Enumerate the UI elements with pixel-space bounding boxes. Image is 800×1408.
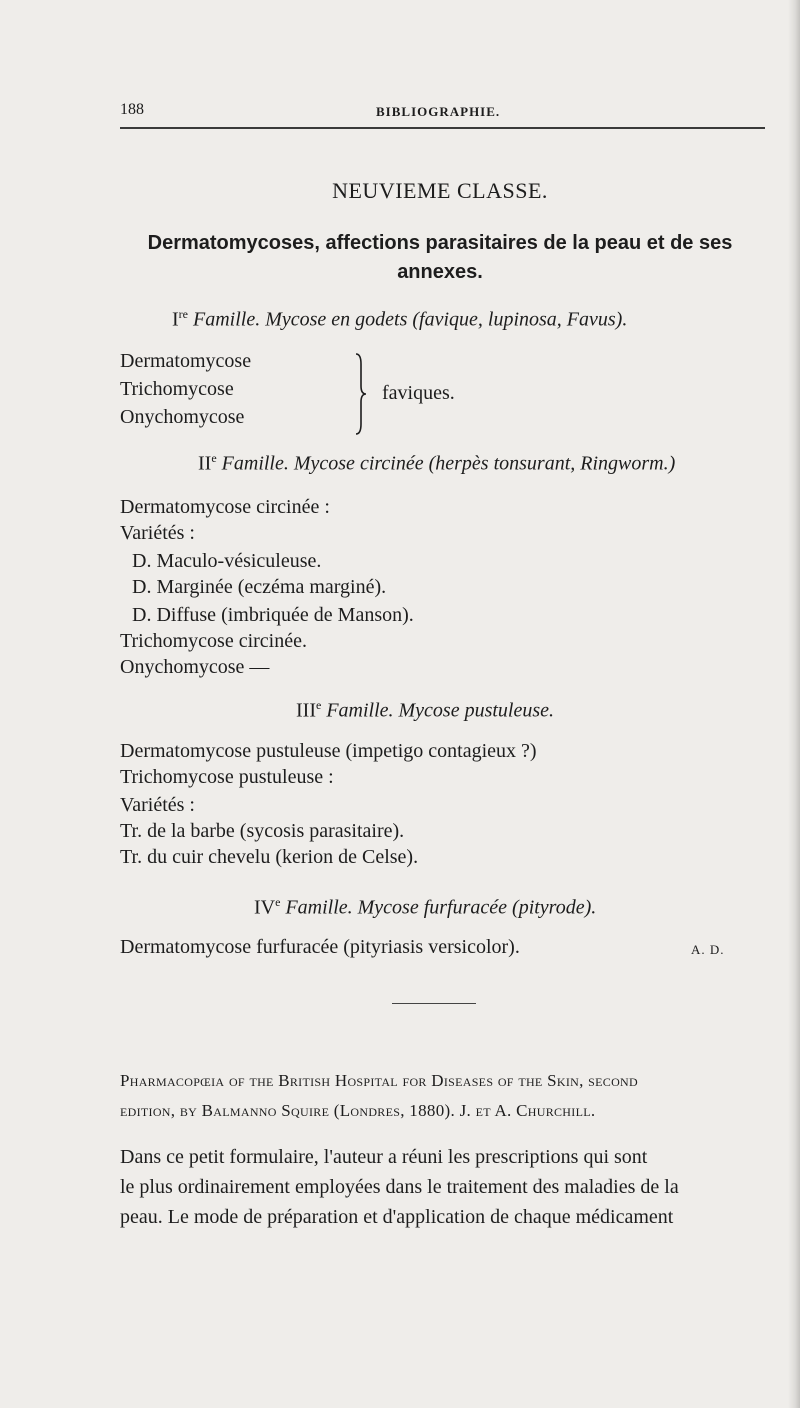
family-1-item: Trichomycose xyxy=(120,378,234,400)
family-2-item: Onychomycose — xyxy=(120,656,270,678)
brace-icon xyxy=(352,352,368,436)
family-1-brace-label: faviques. xyxy=(382,382,455,404)
paragraph-line: Dans ce petit formulaire, l'auteur a réuni les prescriptions qui sont xyxy=(120,1146,648,1168)
family-2-item: Variétés : xyxy=(120,522,195,544)
family-1-item: Onychomycose xyxy=(120,406,245,428)
family-4-heading: IVe Famille. Mycose furfuracée (pityrode). xyxy=(254,895,597,919)
family-4-text: Famille. Mycose furfuracée (pityrode). xyxy=(280,896,597,919)
family-2-item: D. Maculo-vésiculeuse. xyxy=(132,550,322,572)
family-2-item: D. Diffuse (imbriquée de Manson). xyxy=(132,604,414,626)
family-3-text: Famille. Mycose pustuleuse. xyxy=(321,699,555,722)
page-edge-shadow xyxy=(788,0,800,1408)
family-3-item: Dermatomycose pustuleuse (impetigo contagieux ?) xyxy=(120,740,537,762)
family-3-heading: IIIe Famille. Mycose pustuleuse. xyxy=(296,698,555,722)
class-title: NEUVIEME CLASSE. xyxy=(332,178,548,203)
family-2-item: Trichomycose circinée. xyxy=(120,630,307,652)
paragraph-line: peau. Le mode de préparation et d'application de chaque médicament xyxy=(120,1206,674,1228)
family-2-item: D. Marginée (eczéma marginé). xyxy=(132,576,387,598)
author-signature: A. D. xyxy=(691,942,725,957)
family-2-text: Famille. Mycose circinée (herpès tonsurant, Ringworm.) xyxy=(216,452,676,475)
family-3-item: Variétés : xyxy=(120,794,195,816)
family-3-item: Tr. de la barbe (sycosis parasitaire). xyxy=(120,820,405,842)
section-title-line-2: annexes. xyxy=(397,261,483,283)
page-number: 188 xyxy=(120,101,144,118)
reference-line-1: Pharmacopœia of the British Hospital for Diseases of the Skin, second xyxy=(120,1071,638,1090)
running-title: BIBLIOGRAPHIE. xyxy=(376,104,501,119)
family-3-item: Trichomycose pustuleuse : xyxy=(120,766,334,788)
section-title-line-1: Dermatomycoses, affections parasitaires de la peau et de ses xyxy=(147,232,733,254)
family-1-text: Famille. Mycose en godets (favique, lupinosa, Favus). xyxy=(188,308,628,331)
section-title xyxy=(120,229,760,287)
header-rule xyxy=(120,127,765,129)
family-1-item: Dermatomycose xyxy=(120,350,252,372)
reference-line-2: edition, by Balmanno Squire (Londres, 1880). J. et A. Churchill. xyxy=(120,1101,596,1120)
paragraph-line: le plus ordinairement employées dans le traitement des maladies de la xyxy=(120,1176,679,1198)
family-1-group xyxy=(120,350,540,434)
family-4-item: Dermatomycose furfuracée (pityriasis versicolor). xyxy=(120,936,520,958)
family-1-heading: Ire Famille. Mycose en godets (favique, lupinosa, Favus). xyxy=(172,307,628,331)
family-2-heading: IIe Famille. Mycose circinée (herpès tonsurant, Ringworm.) xyxy=(198,451,676,475)
section-separator xyxy=(392,1003,476,1004)
family-2-item: Dermatomycose circinée : xyxy=(120,496,330,518)
family-3-item: Tr. du cuir chevelu (kerion de Celse). xyxy=(120,846,419,868)
